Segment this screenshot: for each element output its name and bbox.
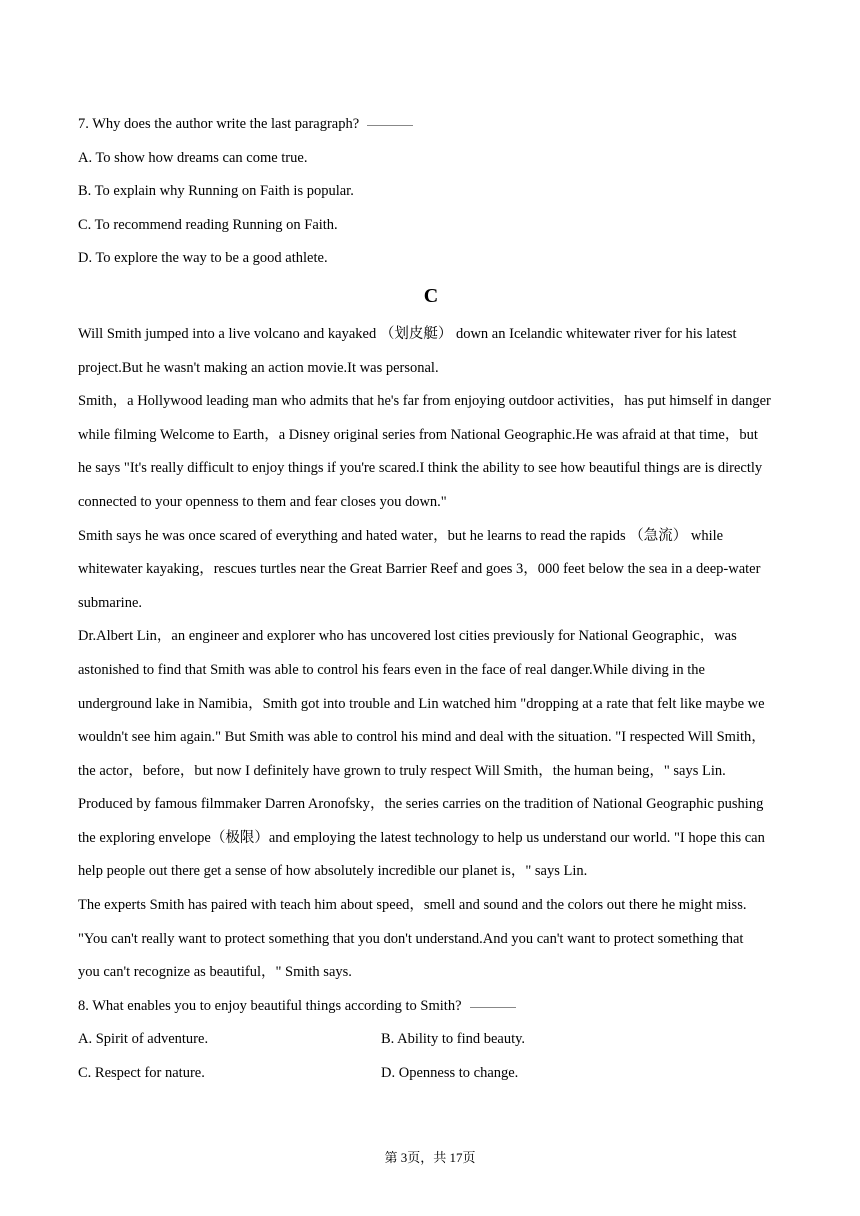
passage-paragraph-3 bbox=[78, 520, 784, 621]
passage-line: he says "It's really difficult to enjoy things if you're scared.I think the ability to see how beautiful things are is directly bbox=[78, 460, 763, 477]
passage-line: Smith，a Hollywood leading man who admits that he's far from enjoying outdoor activities，has put himself in danger bbox=[78, 393, 771, 410]
passage-line: Produced by famous filmmaker Darren Aronofsky，the series carries on the tradition of National Geographic pushing bbox=[78, 796, 764, 813]
passage-paragraph-4 bbox=[78, 620, 784, 788]
section-title: C bbox=[423, 284, 439, 307]
passage-line: Smith says he was once scared of everything and hated water，but he learns to read the rapids （急流） while bbox=[78, 527, 724, 544]
passage-paragraph-6 bbox=[78, 889, 784, 990]
passage-line: connected to your openness to them and fear closes you down." bbox=[78, 493, 447, 510]
question-8-option-c: C. Respect for nature. bbox=[78, 1065, 205, 1082]
passage-line: underground lake in Namibia，Smith got into trouble and Lin watched him "dropping at a rate that felt like maybe we bbox=[78, 695, 765, 712]
passage-line: wouldn't see him again." But Smith was able to control his mind and deal with the situation. "I respected Will Smith， bbox=[78, 729, 766, 746]
question-8-option-d: D. Openness to change. bbox=[381, 1065, 519, 1082]
passage-line: while filming Welcome to Earth，a Disney original series from National Geographic.He was afraid at that time，but bbox=[78, 426, 758, 443]
passage-line: submarine. bbox=[78, 594, 143, 611]
passage-line: whitewater kayaking，rescues turtles near the Great Barrier Reef and goes 3，000 feet below the sea in a deep-water bbox=[78, 561, 761, 578]
passage-line: project.But he wasn't making an action movie.It was personal. bbox=[78, 359, 439, 376]
question-8 bbox=[78, 990, 784, 1024]
question-7-text: 7. Why does the author write the last paragraph? bbox=[78, 116, 360, 132]
passage-paragraph-1 bbox=[78, 318, 784, 385]
question-8-option-b: B. Ability to find beauty. bbox=[381, 1031, 526, 1048]
question-7-option-d: D. To explore the way to be a good athlete. bbox=[78, 250, 328, 267]
question-8-options-row-1 bbox=[78, 1023, 784, 1057]
passage-line: The experts Smith has paired with teach him about speed，smell and sound and the colors out there he might miss. bbox=[78, 897, 747, 914]
question-7-option-a: A. To show how dreams can come true. bbox=[78, 149, 308, 166]
passage-line: the exploring envelope（极限）and employing the latest technology to help us understand our world. "I hope this can bbox=[78, 829, 765, 846]
answer-blank bbox=[367, 125, 413, 126]
question-8-option-a: A. Spirit of adventure. bbox=[78, 1031, 209, 1048]
passage-line: help people out there get a sense of how absolutely incredible our planet is，" says Lin. bbox=[78, 863, 588, 880]
passage-line: the actor，before，but now I definitely have grown to truly respect Will Smith，the human being，" says Lin. bbox=[78, 762, 726, 779]
question-8-options-row-2 bbox=[78, 1057, 784, 1091]
passage-line: Will Smith jumped into a live volcano and kayaked （划皮艇） down an Icelandic whitewater river for his latest bbox=[78, 325, 737, 342]
passage-line: astonished to find that Smith was able to control his fears even in the face of real danger.While diving in the bbox=[78, 661, 705, 678]
passage-paragraph-2 bbox=[78, 385, 784, 519]
passage-paragraph-5 bbox=[78, 788, 784, 889]
page-footer: 第 3页，共 17页 bbox=[384, 1150, 476, 1165]
page-content bbox=[78, 108, 784, 1091]
passage-line: you can't recognize as beautiful，" Smith says. bbox=[78, 964, 352, 981]
question-8-text: 8. What enables you to enjoy beautiful things according to Smith? bbox=[78, 997, 462, 1014]
passage-line: Dr.Albert Lin，an engineer and explorer who has uncovered lost cities previously for National Geographic，was bbox=[78, 628, 737, 645]
question-7 bbox=[78, 108, 784, 142]
question-7-option-c: C. To recommend reading Running on Faith. bbox=[78, 216, 338, 233]
answer-blank bbox=[470, 1007, 516, 1008]
question-7-option-b: B. To explain why Running on Faith is popular. bbox=[78, 183, 354, 200]
passage-line: "You can't really want to protect something that you don't understand.And you can't want to protect something that bbox=[78, 930, 744, 947]
